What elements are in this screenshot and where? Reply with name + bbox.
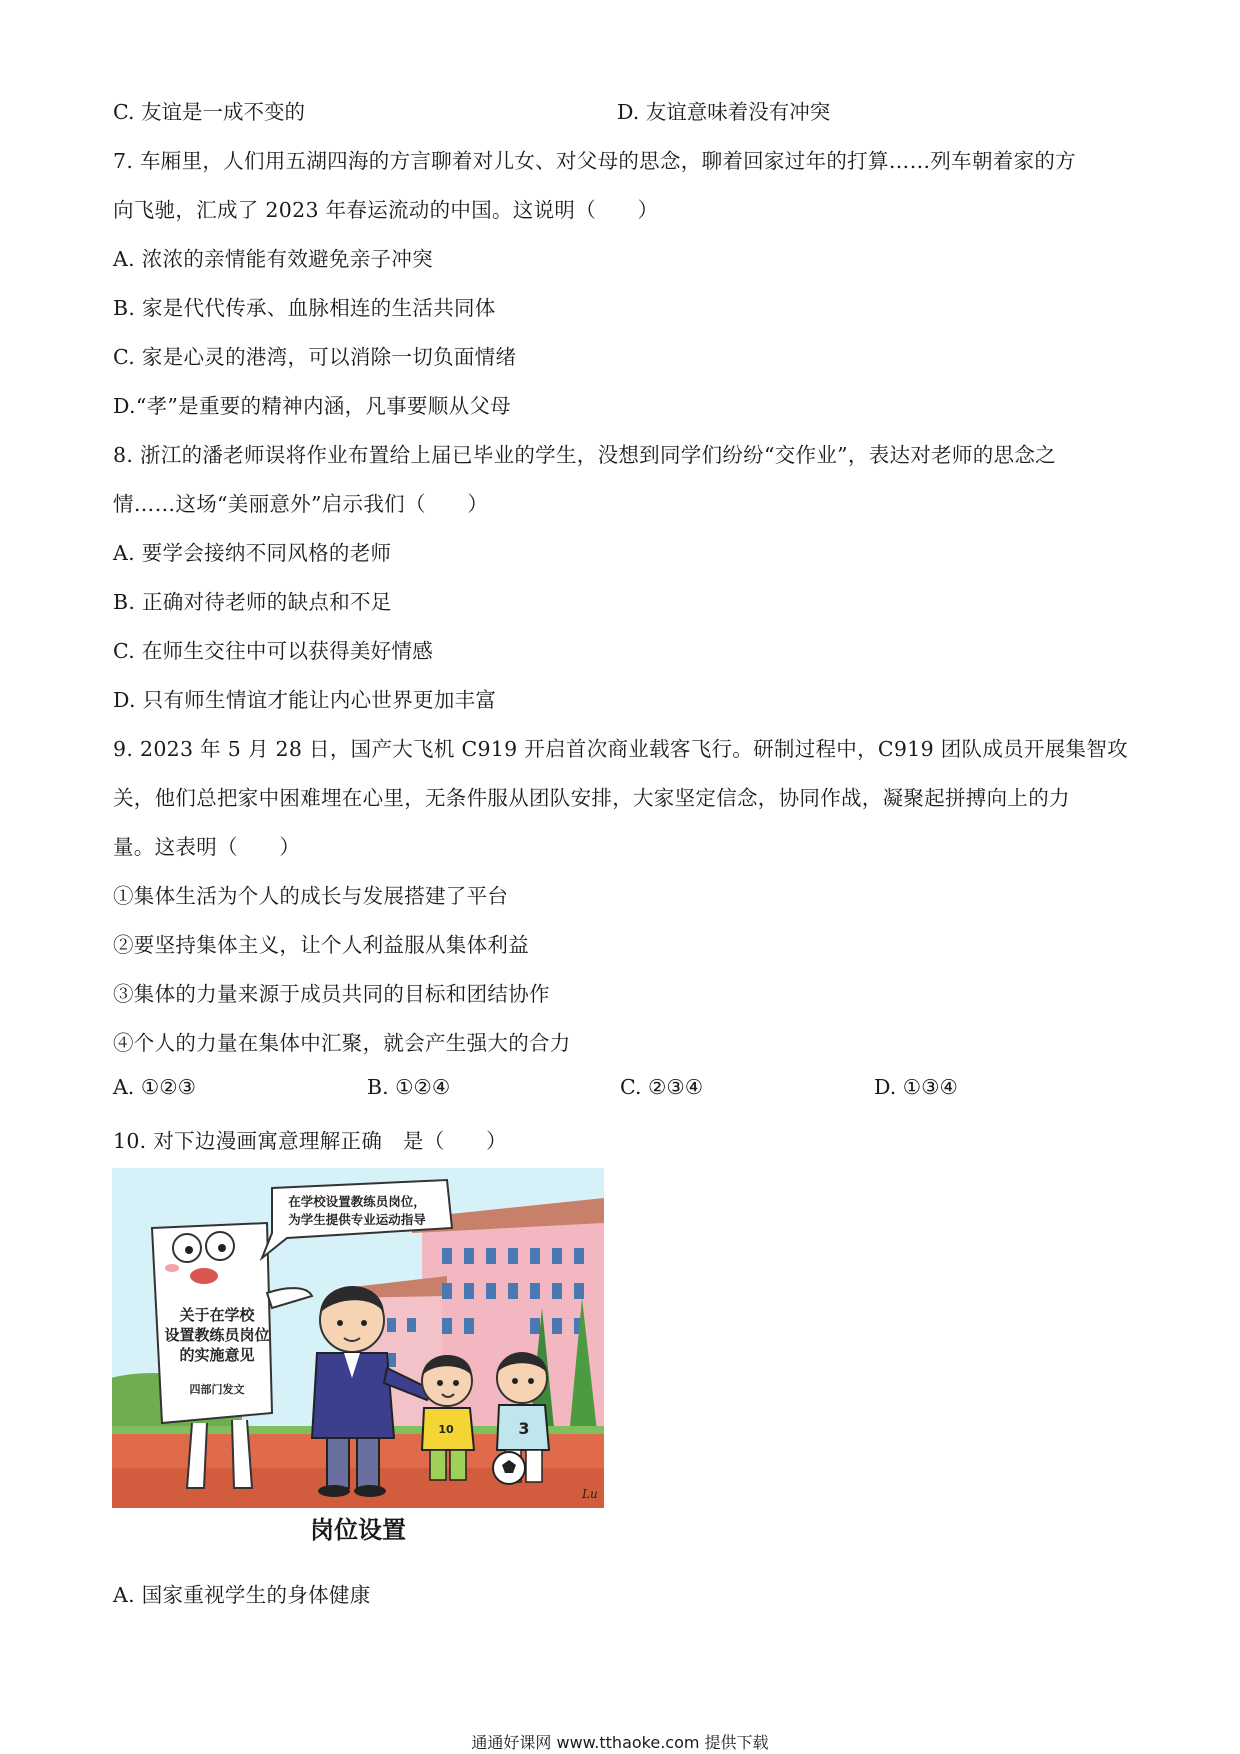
q10-stem: 10. 对下边漫画寓意理解正确 是（ ） bbox=[113, 1129, 507, 1153]
document-title-3: 的实施意见 bbox=[179, 1346, 255, 1364]
q7-stem-line1: 7. 车厢里，人们用五湖四海的方言聊着对儿女、对父母的思念，聊着回家过年的打算……列车朝着家的方 bbox=[113, 149, 1076, 173]
q7-stem-line2: 向飞驰，汇成了 2023 年春运流动的中国。这说明（ ） bbox=[113, 198, 659, 222]
q9-stem-line1: 9. 2023 年 5 月 28 日，国产大飞机 C919 开启首次商业载客飞行。研制过程中，C919 团队成员开展集智攻 bbox=[113, 737, 1128, 761]
q7-option-b: B. 家是代代传承、血脉相连的生活共同体 bbox=[113, 296, 496, 320]
q9-statement-4: ④个人的力量在集体中汇聚，就会产生强大的合力 bbox=[113, 1031, 571, 1055]
q9-stem-line3: 量。这表明（ ） bbox=[113, 835, 301, 859]
shirt-number-3: 3 bbox=[518, 1419, 530, 1438]
q8-option-b: B. 正确对待老师的缺点和不足 bbox=[113, 590, 392, 614]
q9-statement-2: ②要坚持集体主义，让个人利益服从集体利益 bbox=[113, 933, 529, 957]
q8-option-d: D. 只有师生情谊才能让内心世界更加丰富 bbox=[113, 688, 497, 712]
shirt-number-10: 10 bbox=[438, 1423, 454, 1436]
q10-option-a: A. 国家重视学生的身体健康 bbox=[113, 1583, 371, 1607]
bubble-text-2: 为学生提供专业运动指导 bbox=[288, 1212, 426, 1227]
q6-option-c: C. 友谊是一成不变的 bbox=[113, 100, 305, 124]
document-title-2: 设置教练员岗位 bbox=[164, 1326, 270, 1344]
q7-option-a: A. 浓浓的亲情能有效避免亲子冲突 bbox=[113, 247, 433, 271]
q9-statement-1: ①集体生活为个人的成长与发展搭建了平台 bbox=[113, 884, 509, 908]
q6-option-d: D. 友谊意味着没有冲突 bbox=[617, 100, 831, 124]
page-footer: 通通好课网 www.tthaoke.com 提供下载 bbox=[471, 1733, 769, 1752]
q9-option-a: A. ①②③ bbox=[113, 1075, 196, 1099]
q8-option-c: C. 在师生交往中可以获得美好情感 bbox=[113, 639, 434, 663]
q7-option-d: D.“孝”是重要的精神内涵，凡事要顺从父母 bbox=[113, 394, 511, 418]
bubble-text-1: 在学校设置教练员岗位， bbox=[288, 1194, 426, 1209]
q8-stem-line1: 8. 浙江的潘老师误将作业布置给上届已毕业的学生，没想到同学们纷纷“交作业”，表达对老师的思念之 bbox=[113, 443, 1056, 467]
cartoon-caption: 岗位设置 bbox=[310, 1516, 406, 1544]
q9-option-b: B. ①②④ bbox=[367, 1075, 451, 1099]
q9-statement-3: ③集体的力量来源于成员共同的目标和团结协作 bbox=[113, 982, 550, 1006]
document-title-1: 关于在学校 bbox=[179, 1306, 255, 1324]
q10-cartoon bbox=[112, 1168, 604, 1508]
q8-stem-line2: 情……这场“美丽意外”启示我们（ ） bbox=[113, 492, 489, 516]
document-issuer: 四部门发文 bbox=[189, 1383, 245, 1396]
q9-option-c: C. ②③④ bbox=[620, 1075, 704, 1099]
q8-option-a: A. 要学会接纳不同风格的老师 bbox=[113, 541, 392, 565]
q9-option-d: D. ①③④ bbox=[874, 1075, 958, 1099]
q7-option-c: C. 家是心灵的港湾，可以消除一切负面情绪 bbox=[113, 345, 517, 369]
artist-signature: Lu bbox=[582, 1487, 598, 1501]
q9-stem-line2: 关，他们总把家中困难埋在心里，无条件服从团队安排，大家坚定信念，协同作战，凝聚起拼搏向上的力 bbox=[113, 786, 1070, 810]
